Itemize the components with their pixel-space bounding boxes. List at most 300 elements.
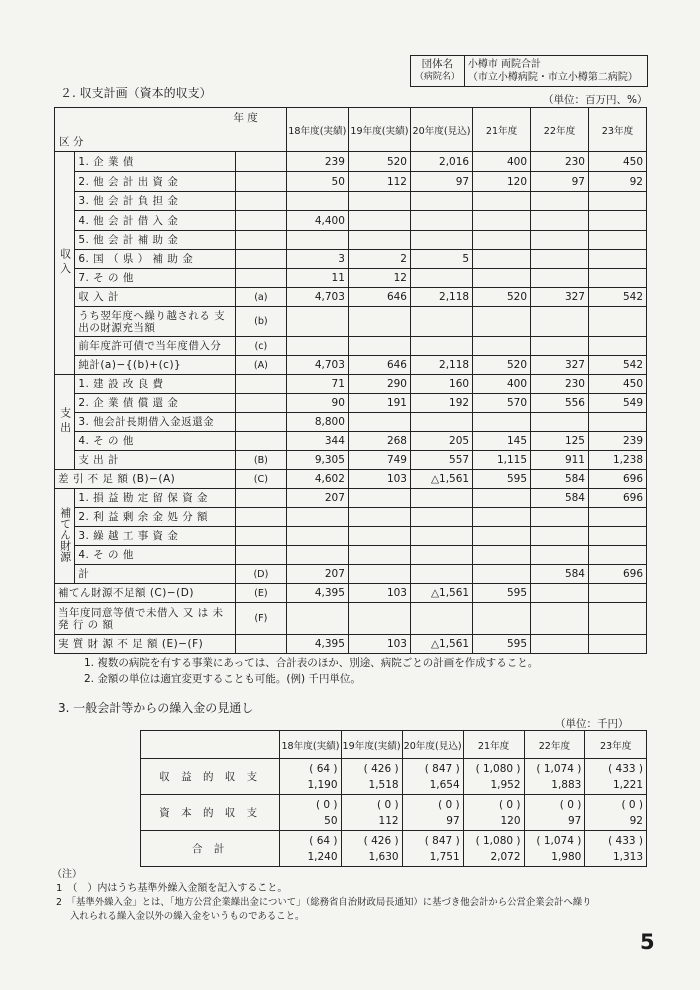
entity-hospitals: （市立小樽病院・市立小樽第二病院） <box>467 72 638 83</box>
row-paren: (B) <box>235 451 286 470</box>
note-2: 2. 金額の単位は適宜変更することも可能。(例) 千円単位。 <box>84 673 361 685</box>
value-cell: 205 <box>410 432 472 451</box>
row-paren <box>235 508 286 527</box>
value-cell <box>585 795 647 831</box>
value-cell: 520 <box>348 152 410 172</box>
note-1: 1. 複数の病院を有する事業にあっては、合計表のほか、別途、病院ごとの計画を作成すること。 <box>84 657 539 669</box>
value-cell: 595 <box>473 470 531 489</box>
extra-amount: ( 0 ) <box>315 798 338 811</box>
value-cell: 646 <box>348 288 410 307</box>
extra-amount: ( 1,074 ) <box>536 762 582 775</box>
value-cell <box>473 546 531 565</box>
capital-budget-table <box>54 107 647 654</box>
value-cell: 268 <box>348 432 410 451</box>
value-cell: 12 <box>348 269 410 288</box>
value-cell: 125 <box>531 432 589 451</box>
value-cell <box>286 337 348 356</box>
row-paren <box>235 527 286 546</box>
entity-box <box>410 55 648 87</box>
value-cell: 400 <box>473 152 531 172</box>
value-cell: 8,800 <box>286 413 348 432</box>
value-cell <box>410 231 472 250</box>
value-cell <box>473 192 531 211</box>
row-label: 4. 他 会 計 借 入 金 <box>75 211 236 231</box>
row-label: 補てん財源不足額 (C)−(D) <box>55 584 236 603</box>
value-cell <box>524 795 585 831</box>
transfer-table <box>140 730 647 867</box>
value-cell <box>585 831 647 867</box>
value-cell <box>473 603 531 635</box>
amount: 1,518 <box>368 778 399 791</box>
row-paren <box>235 635 286 654</box>
value-cell: 4,400 <box>286 211 348 231</box>
value-cell: △1,561 <box>410 584 472 603</box>
row-group-text: 収 入 <box>58 248 72 274</box>
value-cell <box>348 211 410 231</box>
value-cell <box>348 192 410 211</box>
row-label: 実 質 財 源 不 足 額 (E)−(F) <box>55 635 236 654</box>
value-cell: 595 <box>473 584 531 603</box>
year-header: 22年度 <box>531 108 589 152</box>
row-label: うち翌年度へ繰り越される 支出の財源充当額 <box>75 307 236 337</box>
value-cell: 160 <box>410 375 472 394</box>
value-cell: 230 <box>531 152 589 172</box>
section3-title: 3. 一般会計等からの繰入金の見通し <box>58 701 254 715</box>
value-cell: 103 <box>348 470 410 489</box>
value-cell <box>531 269 589 288</box>
value-cell: 2,118 <box>410 288 472 307</box>
value-cell: 400 <box>473 375 531 394</box>
value-cell: 542 <box>588 288 646 307</box>
value-cell <box>402 795 463 831</box>
value-cell <box>286 231 348 250</box>
value-cell: 4,703 <box>286 288 348 307</box>
value-cell <box>473 231 531 250</box>
row-label: 5. 他 会 計 補 助 金 <box>75 231 236 250</box>
row-label: 1. 建 設 改 良 費 <box>75 375 236 394</box>
value-cell: 549 <box>588 394 646 413</box>
value-cell <box>348 546 410 565</box>
value-cell: 11 <box>286 269 348 288</box>
value-cell: 450 <box>588 152 646 172</box>
value-cell <box>531 413 589 432</box>
value-cell <box>473 307 531 337</box>
row-paren: (E) <box>235 584 286 603</box>
extra-amount: ( 0 ) <box>559 798 582 811</box>
value-cell: 120 <box>473 172 531 192</box>
value-cell <box>348 413 410 432</box>
value-cell: 90 <box>286 394 348 413</box>
value-cell <box>531 192 589 211</box>
extra-amount: ( 847 ) <box>424 834 460 847</box>
entity-label: 団体名 <box>421 58 454 70</box>
row-paren: (C) <box>235 470 286 489</box>
row-label: 6. 国 （ 県 ） 補 助 金 <box>75 250 236 269</box>
notes-table2 <box>52 868 591 924</box>
value-cell: 191 <box>348 394 410 413</box>
extra-amount: ( 0 ) <box>621 798 643 811</box>
value-cell <box>410 269 472 288</box>
amount: 1,952 <box>490 778 521 791</box>
value-cell <box>473 565 531 584</box>
value-cell: 542 <box>588 356 646 375</box>
year-header: 22年度 <box>524 731 585 759</box>
row-paren: (b) <box>235 307 286 337</box>
value-cell: 145 <box>473 432 531 451</box>
value-cell: △1,561 <box>410 470 472 489</box>
value-cell <box>473 337 531 356</box>
extra-amount: ( 1,074 ) <box>536 834 582 847</box>
row-paren: (c) <box>235 337 286 356</box>
value-cell <box>531 307 589 337</box>
row-label: 1. 企 業 債 <box>75 152 236 172</box>
value-cell <box>348 565 410 584</box>
value-cell: 290 <box>348 375 410 394</box>
value-cell <box>463 831 524 867</box>
value-cell <box>473 527 531 546</box>
value-cell <box>588 250 646 269</box>
amount: 97 <box>567 814 582 827</box>
value-cell: △1,561 <box>410 635 472 654</box>
amount: 1,190 <box>307 778 338 791</box>
blank-corner <box>141 731 280 759</box>
value-cell <box>410 192 472 211</box>
value-cell <box>286 307 348 337</box>
value-cell <box>531 508 589 527</box>
value-cell <box>348 307 410 337</box>
extra-amount: ( 426 ) <box>363 834 399 847</box>
value-cell: 103 <box>348 584 410 603</box>
value-cell <box>531 527 589 546</box>
value-cell: 3 <box>286 250 348 269</box>
value-cell: 584 <box>531 565 589 584</box>
row-paren: (F) <box>235 603 286 635</box>
value-cell <box>402 759 463 795</box>
value-cell: 2,016 <box>410 152 472 172</box>
amount: 1,240 <box>307 850 338 863</box>
value-cell: 9,305 <box>286 451 348 470</box>
extra-amount: ( 847 ) <box>424 762 460 775</box>
row-paren <box>235 269 286 288</box>
value-cell <box>410 508 472 527</box>
value-cell <box>524 831 585 867</box>
entity-value-cell <box>464 56 647 87</box>
row-group-text: 補てん財源 <box>58 506 72 562</box>
year-header: 23年度 <box>585 731 647 759</box>
corner-cell <box>55 108 287 152</box>
value-cell <box>588 231 646 250</box>
year-header: 21年度 <box>473 108 531 152</box>
amount: 1,654 <box>429 778 460 791</box>
value-cell: 749 <box>348 451 410 470</box>
value-cell <box>473 413 531 432</box>
value-cell: 696 <box>588 489 646 508</box>
value-cell: 97 <box>531 172 589 192</box>
value-cell: 4,703 <box>286 356 348 375</box>
value-cell <box>588 546 646 565</box>
amount: 1,980 <box>551 850 582 863</box>
value-cell: 103 <box>348 635 410 654</box>
value-cell <box>410 489 472 508</box>
value-cell <box>280 831 341 867</box>
value-cell <box>473 508 531 527</box>
value-cell <box>286 603 348 635</box>
value-cell <box>531 546 589 565</box>
row-label: 収 入 計 <box>75 288 236 307</box>
value-cell <box>588 269 646 288</box>
row-label: 純計(a)−{(b)+(c)} <box>75 356 236 375</box>
value-cell <box>463 759 524 795</box>
value-cell <box>410 546 472 565</box>
value-cell <box>531 250 589 269</box>
amount: 2,072 <box>490 850 521 863</box>
row-paren <box>235 211 286 231</box>
amount: 1,630 <box>368 850 399 863</box>
value-cell: 2 <box>348 250 410 269</box>
row-paren <box>235 172 286 192</box>
value-cell: 92 <box>588 172 646 192</box>
amount: 112 <box>378 814 399 827</box>
value-cell <box>588 307 646 337</box>
value-cell: 696 <box>588 470 646 489</box>
row-group-text: 支 出 <box>58 407 72 433</box>
value-cell <box>588 413 646 432</box>
value-cell <box>410 337 472 356</box>
row-paren <box>235 413 286 432</box>
value-cell <box>341 795 402 831</box>
section2-unit: （単位：百万円、%） <box>543 94 648 106</box>
value-cell <box>588 584 646 603</box>
section2-title: ２. 収支計画（資本的収支） <box>60 86 212 100</box>
row-paren <box>235 231 286 250</box>
value-cell <box>410 527 472 546</box>
value-cell <box>410 307 472 337</box>
notes-head: （注） <box>52 869 82 880</box>
extra-amount: ( 433 ) <box>608 834 643 847</box>
row-label: 2. 他 会 計 出 資 金 <box>75 172 236 192</box>
value-cell: 207 <box>286 565 348 584</box>
value-cell <box>410 413 472 432</box>
value-cell: 1,115 <box>473 451 531 470</box>
value-cell: 50 <box>286 172 348 192</box>
row-paren <box>235 394 286 413</box>
extra-amount: ( 64 ) <box>309 834 338 847</box>
value-cell <box>588 527 646 546</box>
value-cell <box>348 527 410 546</box>
value-cell <box>341 831 402 867</box>
row-label: 3. 他会計長期借入金返還金 <box>75 413 236 432</box>
value-cell <box>341 759 402 795</box>
amount: 50 <box>324 814 338 827</box>
value-cell: 4,395 <box>286 635 348 654</box>
value-cell: 2,118 <box>410 356 472 375</box>
value-cell <box>473 269 531 288</box>
row-group-label <box>55 489 75 584</box>
value-cell <box>531 603 589 635</box>
row-paren <box>235 432 286 451</box>
row-paren <box>235 375 286 394</box>
value-cell: 230 <box>531 375 589 394</box>
value-cell <box>531 584 589 603</box>
value-cell: 192 <box>410 394 472 413</box>
row-label: 4. そ の 他 <box>75 546 236 565</box>
row-label: 7. そ の 他 <box>75 269 236 288</box>
row-label: 支 出 計 <box>75 451 236 470</box>
value-cell <box>348 603 410 635</box>
amount: 92 <box>629 814 643 827</box>
value-cell: 520 <box>473 356 531 375</box>
year-header: 19年度(実績) <box>341 731 402 759</box>
entity-label-cell <box>411 56 465 87</box>
row-label: 収 益 的 収 支 <box>141 759 280 795</box>
row-paren: (D) <box>235 565 286 584</box>
page-number: 5 <box>640 930 655 954</box>
value-cell: 556 <box>531 394 589 413</box>
value-cell <box>286 508 348 527</box>
value-cell <box>588 635 646 654</box>
row-paren <box>235 192 286 211</box>
value-cell <box>280 759 341 795</box>
extra-amount: ( 0 ) <box>377 798 399 811</box>
value-cell <box>588 603 646 635</box>
value-cell <box>473 250 531 269</box>
row-paren <box>235 489 286 508</box>
value-cell <box>473 489 531 508</box>
row-paren: (a) <box>235 288 286 307</box>
value-cell <box>348 508 410 527</box>
row-label: 2. 企 業 債 償 還 金 <box>75 394 236 413</box>
value-cell: 1,238 <box>588 451 646 470</box>
row-label: 差 引 不 足 額 (B)−(A) <box>55 470 236 489</box>
value-cell <box>402 831 463 867</box>
row-label: 前年度許可債で当年度借入分 <box>75 337 236 356</box>
row-paren: (A) <box>235 356 286 375</box>
value-cell <box>588 211 646 231</box>
row-label: 資 本 的 収 支 <box>141 795 280 831</box>
value-cell: 570 <box>473 394 531 413</box>
amount: 1,883 <box>551 778 582 791</box>
extra-amount: ( 1,080 ) <box>475 762 521 775</box>
note2-2a: 2 「基準外繰入金」とは、「地方公営企業繰出金について」（総務省自治財政局長通知）に基づき他会計から公営企業会計へ繰り <box>56 897 592 908</box>
value-cell: 584 <box>531 470 589 489</box>
value-cell: 595 <box>473 635 531 654</box>
value-cell <box>280 795 341 831</box>
notes-table1 <box>84 655 538 687</box>
value-cell: 450 <box>588 375 646 394</box>
extra-amount: ( 433 ) <box>608 762 643 775</box>
value-cell <box>588 508 646 527</box>
value-cell: 327 <box>531 356 589 375</box>
value-cell <box>531 211 589 231</box>
extra-amount: ( 426 ) <box>363 762 399 775</box>
extra-amount: ( 0 ) <box>438 798 460 811</box>
value-cell: 112 <box>348 172 410 192</box>
value-cell: 520 <box>473 288 531 307</box>
value-cell <box>348 337 410 356</box>
extra-amount: ( 64 ) <box>309 762 338 775</box>
row-label: 合 計 <box>141 831 280 867</box>
value-cell: 696 <box>588 565 646 584</box>
amount: 1,751 <box>429 850 460 863</box>
row-paren <box>235 250 286 269</box>
value-cell <box>531 231 589 250</box>
value-cell <box>410 211 472 231</box>
year-header: 19年度(実績) <box>348 108 410 152</box>
corner-kubun: 区 分 <box>59 136 84 148</box>
year-header: 21年度 <box>463 731 524 759</box>
value-cell <box>531 337 589 356</box>
value-cell: 911 <box>531 451 589 470</box>
extra-amount: ( 1,080 ) <box>475 834 521 847</box>
value-cell <box>348 231 410 250</box>
value-cell: 344 <box>286 432 348 451</box>
value-cell: 5 <box>410 250 472 269</box>
value-cell <box>463 795 524 831</box>
row-label: 1. 損 益 勘 定 留 保 資 金 <box>75 489 236 508</box>
year-header: 18年度(実績) <box>280 731 341 759</box>
amount: 120 <box>500 814 521 827</box>
corner-year: 年 度 <box>233 112 258 124</box>
value-cell: 584 <box>531 489 589 508</box>
row-label: 3. 他 会 計 負 担 金 <box>75 192 236 211</box>
amount: 1,221 <box>612 778 643 791</box>
value-cell <box>524 759 585 795</box>
entity-label-sub: （病院名） <box>414 72 460 82</box>
row-label: 当年度同意等債で未借入 又 は 未 発 行 の 額 <box>55 603 236 635</box>
row-paren <box>235 546 286 565</box>
value-cell <box>286 527 348 546</box>
value-cell: 207 <box>286 489 348 508</box>
value-cell: 646 <box>348 356 410 375</box>
note2-2b: 入れられる繰入金以外の繰入金をいうものであること。 <box>70 911 305 922</box>
note2-1: 1 （ ）内はうち基準外繰入金額を記入すること。 <box>56 883 288 894</box>
value-cell: 239 <box>588 432 646 451</box>
value-cell <box>588 337 646 356</box>
value-cell <box>585 759 647 795</box>
value-cell: 327 <box>531 288 589 307</box>
year-header: 20年度(見込) <box>402 731 463 759</box>
row-group-label <box>55 152 75 375</box>
value-cell <box>473 211 531 231</box>
year-header: 20年度(見込) <box>410 108 472 152</box>
amount: 1,313 <box>612 850 643 863</box>
year-header: 23年度 <box>588 108 646 152</box>
amount: 97 <box>446 814 460 827</box>
value-cell <box>588 192 646 211</box>
row-label: 4. そ の 他 <box>75 432 236 451</box>
value-cell: 97 <box>410 172 472 192</box>
row-paren <box>235 152 286 172</box>
value-cell: 71 <box>286 375 348 394</box>
value-cell <box>286 546 348 565</box>
value-cell <box>531 635 589 654</box>
extra-amount: ( 0 ) <box>498 798 521 811</box>
section3-unit: （単位：千円） <box>555 718 629 730</box>
value-cell: 557 <box>410 451 472 470</box>
row-label: 計 <box>75 565 236 584</box>
value-cell: 4,395 <box>286 584 348 603</box>
value-cell <box>286 192 348 211</box>
value-cell <box>410 565 472 584</box>
value-cell <box>348 489 410 508</box>
year-header: 18年度(実績) <box>286 108 348 152</box>
entity-name: 小樽市 両院合計 <box>467 59 542 70</box>
row-label: 3. 繰 越 工 事 資 金 <box>75 527 236 546</box>
value-cell <box>410 603 472 635</box>
row-group-label <box>55 375 75 470</box>
row-label: 2. 利 益 剰 余 金 処 分 額 <box>75 508 236 527</box>
value-cell: 239 <box>286 152 348 172</box>
